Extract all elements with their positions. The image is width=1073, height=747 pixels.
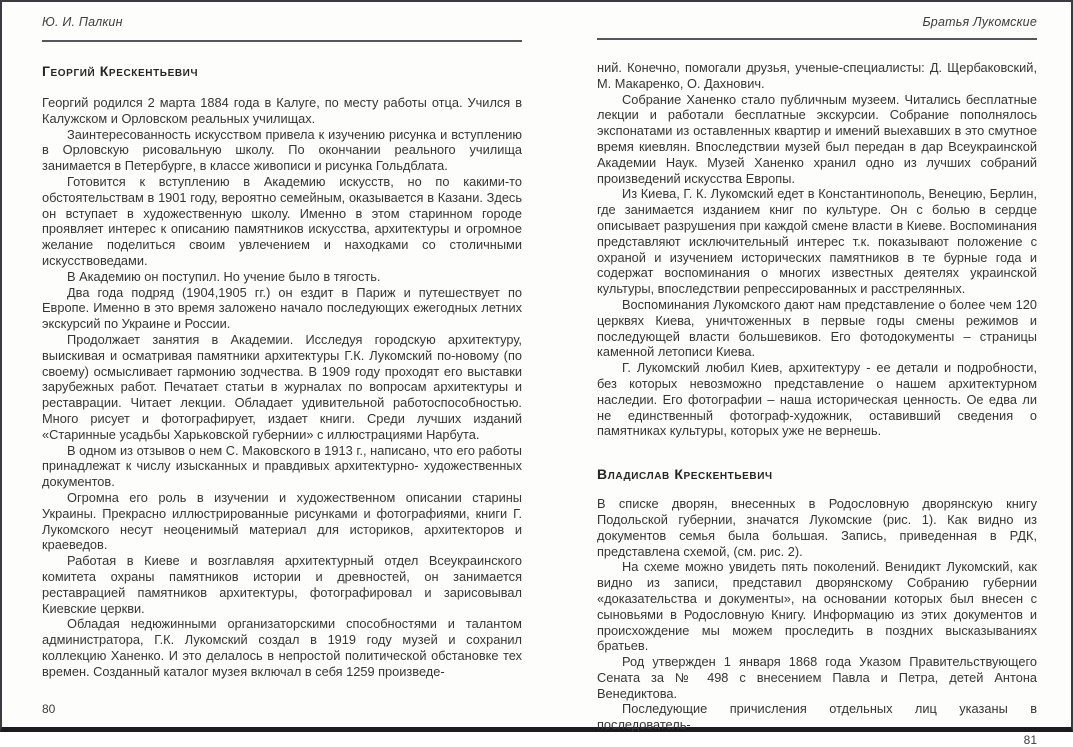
paragraph: В одном из отзывов о нем С. Маковского в 1913 г., написано, что его работы принадлежат к числу изысканных и правдивых архитектурно- художественных документов. (42, 442, 522, 490)
body-text-left (42, 95, 522, 679)
body-text-right-bottom (597, 496, 1037, 733)
page-number-left: 80 (42, 702, 56, 716)
page-gutter (522, 2, 597, 727)
paragraph: Два года подряд (1904,1905 гг.) он ездит в Париж и путешествует по Европе. Именно в это время заложено начало последующих ежегодных летних экскурсий по Украине и России. (42, 284, 522, 332)
running-header-chapter: Братья Лукомские (922, 15, 1037, 29)
paragraph: Заинтересованность искусством привела к изучению рисунка и вступлению в Орловскую рисовальную школу. По окончании реального училища занимается в Петербурге, в классе живописи и рисунка Гольдблата. (42, 126, 522, 174)
header-rule-left (42, 40, 522, 42)
body-text-right-top (597, 60, 1037, 439)
paragraph: Георгий родился 2 марта 1884 года в Калуге, по месту работы отца. Учился в Калужском и Орловском реальных училищах. (42, 95, 522, 126)
page-left (42, 2, 522, 727)
paragraph: Воспоминания Лукомского дают нам представление о более чем 120 церквях Киева, уничтоженных в первые годы смены режимов и последующей власти большевиков. Его фотодокументы – страницы каменной летописи Киева. (597, 296, 1037, 360)
section-heading-georgiy: Георгий Крескентьевич (42, 63, 199, 79)
paragraph: Г. Лукомский любил Киев, архитектуру - ее детали и подробности, без которых невозможно представление о нашем архитектурном наследии. Его фотографии – наша историческая ценность. Ое едва ли не единственный фотограф-художник, оставивший сведения о памятниках культуры, которых уже не вернешь. (597, 360, 1037, 439)
header-rule-right (597, 38, 1037, 40)
paragraph: Собрание Ханенко стало публичным музеем. Читались бесплатные лекции и работали бесплатные экскурсии. Собрание пополнялось экспонатами из оставленных квартир и имений выехавших в это смутное время киевлян. Впоследствии музей был передан в дар Всеукраинской Академии Наук. Музей Ханенко хранил одно из лучших собраний произведений искусства Европы. (597, 91, 1037, 186)
page-spread (2, 2, 1071, 747)
page-right (597, 2, 1037, 747)
paragraph: На схеме можно увидеть пять поколений. Венидикт Лукомский, как видно из записи, представил дворянскому Собранию губернии «доказательства и документы», на основании которых был внесен с сыновьями в Родословную Книгу. Информацию из этих документов и происхождение мы можем проследить в поздних высказываниях братьев. (597, 559, 1037, 654)
paragraph: Работая в Киеве и возглавляя архитектурный отдел Всеукраинского комитета охраны памятников истории и древностей, он занимается реставрацией памятников архитектуры, фотографировал и зарисовывал Киевские церкви. (42, 553, 522, 616)
paragraph: Обладая недюжинными организаторскими способностями и талантом администратора, Г.К. Лукомский создал в 1919 году музей и сохранил коллекцию Ханенко. И это делалось в непростой политической обстановке тех времен. Созданный каталог музея включал в себя 1259 произведе- (42, 616, 522, 679)
running-header-author: Ю. И. Палкин (42, 15, 123, 29)
paragraph: Последующие причисления отдельных лиц указаны в последователь- (597, 701, 1037, 733)
section-heading-vladislav: Владислав Крескентьевич (597, 466, 773, 483)
paragraph: ний. Конечно, помогали друзья, ученые-специалисты: Д. Щербаковский, М. Макаренко, О. Дахнович. (597, 60, 1037, 91)
paragraph: Продолжает занятия в Академии. Исследуя городскую архитектуру, выискивая и осматривая памятники архитектуры Г.К. Лукомский по-новому (по своему) осмысливает гармонию зодчества. В 1909 году проходят его выставки зарубежных работ. Печатает статьи в журналах по вопросам архитектуры и реставрации. Читает лекции. Обладает удивительной работоспособностью. Много рисует и фотографирует, издает книги. Среди лучших изданий «Старинные усадьбы Харьковской губернии» с иллюстрациями Нарбута. (42, 331, 522, 442)
paragraph: Готовится к вступлению в Академию искусств, но по какими-то обстоятельствам в 1901 году, вероятно семейным, оказывается в Казани. Здесь он вступает в художественную школу. Именно в этом старинном городе проявляет интерес к описанию памятников искусства, архитектуры и огромное желание поделиться своим увлечением и находками со столичными искусствоведами. (42, 173, 522, 268)
page-number-right: 81 (1023, 733, 1037, 747)
paragraph: В списке дворян, внесенных в Родословную дворянскую книгу Подольской губернии, значатся Лукомские (рис. 1). Как видно из документов семья была большая. Запись, приведенная в РДК, представлена схемой, (см. рис. 2). (597, 496, 1037, 559)
paragraph: В Академию он поступил. Но учение было в тягость. (67, 268, 381, 284)
paragraph: Из Киева, Г. К. Лукомский едет в Константинополь, Венецию, Берлин, где занимается изданием книг по культуре. Он с болью в сердце описывает разрушения при каждой смене власти в Киеве. Воспоминания представляют исключительный интерес т.к. показывают положение с охраной и изучением исторических памятников в те бурные года и содержат воспоминания о многих известных деятелях украинской культуры, впоследствии репрессированных и расстрелянных. (597, 186, 1037, 297)
paragraph: Род утвержден 1 января 1868 года Указом Правительствующего Сената за № 498 с внесением Павла и Петра, детей Антона Венедиктова. (597, 654, 1037, 701)
paragraph: Огромна его роль в изучении и художественном описании старины Украины. Прекрасно иллюстрированные рисунками и фотографиями, книги Г. Лукомского несут неоценимый материал для историков, архитекторов и краеведов. (42, 489, 522, 553)
